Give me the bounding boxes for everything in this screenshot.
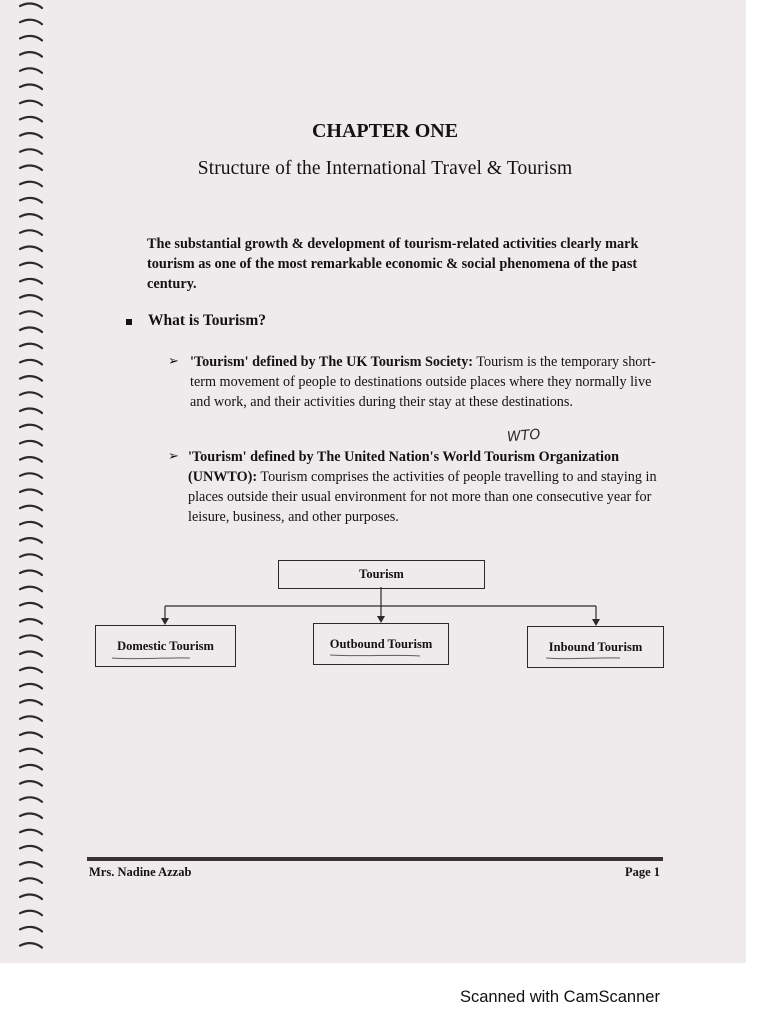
spiral-loop	[20, 441, 42, 445]
spiral-loop	[20, 311, 42, 315]
spiral-loop	[20, 797, 42, 801]
diagram-node-domestic: Domestic Tourism	[95, 625, 236, 667]
footer-rule	[87, 857, 663, 861]
spiral-loop	[20, 490, 42, 494]
footer-author: Mrs. Nadine Azzab	[89, 865, 192, 879]
spiral-loop	[20, 571, 42, 575]
definition-uk	[190, 352, 670, 412]
spiral-loop	[20, 878, 42, 882]
spiral-loop	[20, 765, 42, 769]
spiral-binding	[10, 0, 56, 963]
definition-label: 'Tourism' defined by The UK Tourism Society:	[190, 354, 474, 370]
spiral-loop	[20, 943, 42, 947]
spiral-loop	[20, 700, 42, 704]
spiral-loop	[20, 230, 42, 234]
chapter-heading: CHAPTER ONE	[311, 120, 459, 142]
handwritten-note: WTO	[506, 426, 542, 446]
definition-label: 'Tourism' defined by The United Nation's World Tourism Organization (UNWTO):	[188, 449, 619, 485]
intro-paragraph: The substantial growth & development of tourism-related activities clearly mark tourism as one of the most remarkable economic & social phenomena of the past century.	[147, 236, 639, 292]
diagram-node-inbound: Inbound Tourism	[527, 626, 664, 668]
spiral-loop	[20, 214, 42, 218]
spiral-loop	[20, 457, 42, 461]
spiral-loop	[20, 781, 42, 785]
page-number: Page 1	[625, 865, 661, 879]
spiral-loop	[20, 149, 42, 153]
spiral-loop	[20, 587, 42, 591]
spiral-loop	[20, 733, 42, 737]
spiral-loop	[20, 263, 42, 267]
spiral-loop	[20, 749, 42, 753]
spiral-loop	[20, 20, 42, 24]
spiral-loop	[20, 295, 42, 299]
definition-text: Tourism is the temporary short-term movement of people to destinations outside places where they normally live and work, and their activities during their stay at these destinations.	[190, 354, 656, 410]
spiral-loop	[20, 652, 42, 656]
chapter-subtitle: Structure of the International Travel & Tourism	[197, 158, 573, 179]
spiral-loop	[20, 101, 42, 105]
spiral-loop	[20, 506, 42, 510]
spiral-loop	[20, 635, 42, 639]
spiral-loop	[20, 927, 42, 931]
section-heading: What is Tourism?	[148, 312, 267, 329]
spiral-loop	[20, 279, 42, 283]
spiral-loop	[20, 538, 42, 542]
spiral-loop	[20, 68, 42, 72]
spiral-loop	[20, 425, 42, 429]
spiral-loop	[20, 554, 42, 558]
spiral-loop	[20, 344, 42, 348]
spiral-loop	[20, 862, 42, 866]
diagram-root-node: Tourism	[278, 560, 485, 589]
spiral-loop	[20, 198, 42, 202]
arrow-bullet-icon: ➢	[168, 354, 179, 369]
scanner-watermark: Scanned with CamScanner	[460, 988, 660, 1006]
spiral-loop	[20, 409, 42, 413]
spiral-loop	[20, 85, 42, 89]
spiral-loop	[20, 603, 42, 607]
spiral-loop	[20, 52, 42, 56]
spiral-loop	[20, 4, 42, 8]
spiral-loop	[20, 814, 42, 818]
spiral-loop	[20, 668, 42, 672]
spiral-loop	[20, 328, 42, 332]
spiral-loop	[20, 522, 42, 526]
spiral-loop	[20, 36, 42, 40]
diagram-node-outbound: Outbound Tourism	[313, 623, 449, 665]
square-bullet-icon	[126, 319, 132, 325]
spiral-loop	[20, 619, 42, 623]
spiral-loop	[20, 247, 42, 251]
spiral-loop	[20, 716, 42, 720]
spiral-loop	[20, 473, 42, 477]
spiral-loop	[20, 684, 42, 688]
spiral-loop	[20, 376, 42, 380]
arrow-bullet-icon: ➢	[168, 449, 179, 464]
spiral-loop	[20, 846, 42, 850]
spiral-loop	[20, 182, 42, 186]
spiral-loop	[20, 895, 42, 899]
definition-unwto	[188, 447, 673, 527]
spiral-loop	[20, 830, 42, 834]
definition-text: Tourism comprises the activities of people travelling to and staying in places outside their usual environment for not more than one consecutive year for leisure, business, and other purposes.	[188, 469, 657, 525]
spiral-loop	[20, 360, 42, 364]
spiral-loop	[20, 392, 42, 396]
spiral-loop	[20, 911, 42, 915]
